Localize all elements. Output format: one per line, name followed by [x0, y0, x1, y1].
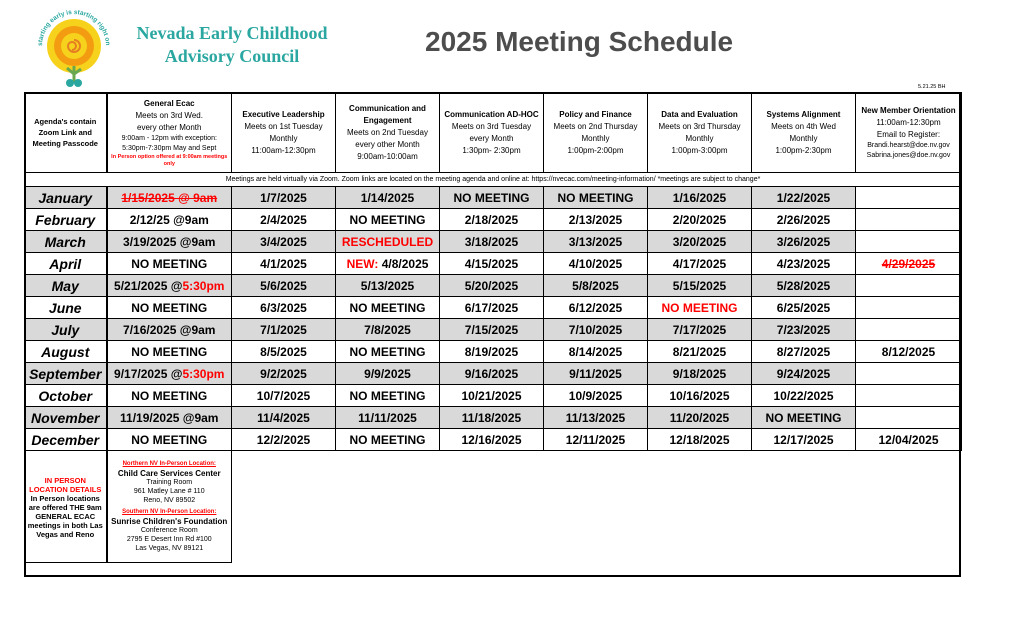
meeting-cell	[107, 363, 232, 385]
cell-text: NO MEETING	[131, 432, 208, 447]
meeting-cell	[440, 297, 544, 319]
col-new-member-orientation	[856, 93, 962, 173]
cell-text: 12/16/2025	[461, 432, 522, 447]
meeting-cell	[752, 407, 856, 429]
cell-text: 2/12/25 @9am	[129, 212, 209, 227]
south-location-addr2: Las Vegas, NV 89121	[135, 545, 204, 552]
cell-text: 9/18/2025	[672, 366, 727, 381]
meeting-cell	[440, 363, 544, 385]
month-row	[25, 363, 962, 385]
cell-text: June	[48, 299, 82, 316]
agenda-note-cell	[25, 93, 107, 173]
cell-text: 1/14/2025	[360, 190, 415, 205]
meeting-cell	[107, 407, 232, 429]
cell-text: 6/3/2025	[260, 300, 307, 315]
meeting-cell	[440, 341, 544, 363]
meeting-cell	[752, 341, 856, 363]
col-title: Executive Leadership	[242, 109, 325, 119]
meeting-cell	[336, 253, 440, 275]
cell-text: February	[35, 211, 96, 228]
cell-text: 11/4/2025	[257, 410, 310, 425]
col-line: 9:00am - 12pm with exception:	[121, 134, 217, 142]
location-empty	[232, 451, 962, 563]
meeting-cell	[544, 341, 648, 363]
cell-text: 5/20/2025	[464, 278, 519, 293]
north-location-title: Northern NV In-Person Location:	[122, 461, 216, 467]
meeting-cell	[856, 209, 962, 231]
meeting-cell	[752, 275, 856, 297]
col-line: Meets on 3rd Wed.	[135, 110, 203, 120]
meeting-cell	[336, 319, 440, 341]
cell-text: 9/9/2025	[364, 366, 411, 381]
col-line: 9:00am-10:00am	[357, 151, 418, 161]
month-row	[25, 187, 962, 209]
month-row	[25, 319, 962, 341]
meeting-cell	[544, 407, 648, 429]
meeting-cell	[648, 429, 752, 451]
cell-text: 3/26/2025	[776, 234, 831, 249]
cell-text: May	[51, 277, 79, 294]
cell-text: 9/24/2025	[776, 366, 831, 381]
cell-text: NO MEETING	[453, 190, 530, 205]
cell-text: NO MEETING	[131, 256, 208, 271]
meeting-cell	[648, 209, 752, 231]
col-title: General Ecac	[143, 98, 195, 108]
col-line: Monthly	[269, 133, 298, 143]
cell-text: 11/20/2025	[669, 410, 730, 425]
meeting-cell	[856, 407, 962, 429]
cell-text: 10/16/2025	[669, 388, 730, 403]
cell-text: 3/20/2025	[672, 234, 727, 249]
meeting-cell	[107, 319, 232, 341]
new-prefix: NEW:	[346, 256, 379, 271]
cell-text: 12/18/2025	[669, 432, 730, 447]
meeting-cell	[440, 275, 544, 297]
cell-text: 9/2/2025	[260, 366, 307, 381]
meeting-cell	[336, 341, 440, 363]
cell-text: NO MEETING	[349, 432, 426, 447]
col-communication-engagement	[336, 93, 440, 173]
cell-text: 12/04/2025	[878, 432, 939, 447]
meeting-cell	[648, 363, 752, 385]
col-line: 11:00am-12:30pm	[251, 145, 316, 155]
meeting-cell	[232, 341, 336, 363]
cell-text: RESCHEDULED	[341, 234, 434, 249]
meeting-cell	[440, 429, 544, 451]
north-location-addr2: Reno, NV 89502	[143, 497, 196, 504]
location-row	[25, 451, 962, 563]
month-row	[25, 231, 962, 253]
meeting-cell	[232, 407, 336, 429]
meeting-cell	[752, 297, 856, 319]
meeting-cell	[232, 319, 336, 341]
cell-text: 7/10/2025	[568, 322, 623, 337]
meeting-cell	[440, 231, 544, 253]
location-details-cell	[107, 451, 232, 563]
cell-text: December	[31, 431, 100, 448]
cell-text: 5/28/2025	[776, 278, 831, 293]
cell-text: 1/7/2025	[260, 190, 307, 205]
cell-text: 6/12/2025	[568, 300, 623, 315]
col-general-ecac	[107, 93, 232, 173]
meeting-cell	[856, 297, 962, 319]
meeting-cell	[440, 209, 544, 231]
meeting-cell	[648, 297, 752, 319]
cell-text: 12/11/2025	[565, 432, 626, 447]
cell-text: January	[38, 189, 93, 206]
meeting-cell	[856, 363, 962, 385]
meeting-cell	[107, 275, 232, 297]
meeting-cell	[544, 275, 648, 297]
location-label-title: IN PERSON LOCATION DETAILS	[29, 475, 102, 494]
meeting-cell	[336, 429, 440, 451]
meeting-cell	[544, 385, 648, 407]
cell-text: 7/16/2025 @9am	[123, 322, 216, 337]
month-row	[25, 297, 962, 319]
location-label-body: In Person locations are offered THE 9am GENERAL ECAC meetings in both Las Vegas and Reno	[27, 493, 103, 539]
meeting-cell	[336, 231, 440, 253]
email-sabrina[interactable]: Sabrina.jones@doe.nv.gov	[866, 151, 951, 159]
meeting-cell	[856, 319, 962, 341]
meeting-cell	[752, 319, 856, 341]
col-line: Meets on 2nd Thursday	[553, 121, 638, 131]
cell-text: October	[38, 387, 93, 404]
cell-text: 7/1/2025	[260, 322, 307, 337]
meeting-cell	[107, 187, 232, 209]
cell-text: March	[44, 233, 86, 250]
cell-text: 3/4/2025	[260, 234, 307, 249]
month-name	[25, 209, 107, 231]
meeting-cell	[544, 253, 648, 275]
col-communication-adhoc	[440, 93, 544, 173]
meeting-cell	[336, 407, 440, 429]
meeting-cell	[232, 385, 336, 407]
month-row	[25, 209, 962, 231]
cell-text: 11/11/2025	[358, 410, 417, 425]
page-title: 2025 Meeting Schedule	[425, 26, 734, 57]
cell-text: 3/13/2025	[568, 234, 623, 249]
col-line: 1:00pm-2:00pm	[567, 145, 624, 155]
cell-text: 5/15/2025	[672, 278, 727, 293]
cell-text: September	[29, 365, 102, 382]
cell-text: 4/15/2025	[464, 256, 519, 271]
south-location-addr1: 2795 E Desert Inn Rd #100	[126, 536, 212, 543]
cell-text: 4/29/2025	[881, 256, 936, 271]
cell-text: 8/14/2025	[568, 344, 623, 359]
col-title: Data and Evaluation	[661, 109, 738, 119]
cell-text: NO MEETING	[349, 212, 426, 227]
meeting-cell	[752, 385, 856, 407]
month-row	[25, 253, 962, 275]
meeting-cell	[752, 187, 856, 209]
cell-text: 7/15/2025	[464, 322, 519, 337]
month-name	[25, 297, 107, 319]
month-row	[25, 275, 962, 297]
meeting-cell	[544, 363, 648, 385]
meeting-cell	[232, 253, 336, 275]
cell-text: 12/17/2025	[773, 432, 834, 447]
cell-text: 8/27/2025	[776, 344, 831, 359]
cell-text: August	[41, 343, 90, 360]
meeting-cell	[544, 429, 648, 451]
month-name	[25, 275, 107, 297]
org-name-line1: Nevada Early Childhood	[136, 23, 328, 43]
col-title: Policy and Finance	[559, 109, 632, 119]
col-line: Meets on 1st Tuesday	[244, 121, 323, 131]
header-row	[25, 93, 962, 173]
col-line: 1:00pm-2:30pm	[775, 145, 832, 155]
col-line: Meets on 4th Wed	[771, 121, 836, 131]
meeting-cell	[107, 231, 232, 253]
meeting-cell	[648, 187, 752, 209]
month-row	[25, 385, 962, 407]
cell-text: 4/10/2025	[568, 256, 623, 271]
cell-text: 5/8/2025	[572, 278, 619, 293]
cell-text: 12/2/2025	[256, 432, 311, 447]
month-name	[25, 319, 107, 341]
meeting-cell	[336, 209, 440, 231]
meeting-cell	[440, 385, 544, 407]
email-brandi[interactable]: Brandi.hearst@doe.nv.gov	[867, 141, 950, 149]
col-line: every Month	[469, 133, 514, 143]
col-line: Meets on 3rd Thursday	[658, 121, 741, 131]
meeting-cell	[440, 407, 544, 429]
notice-row	[25, 173, 962, 187]
meeting-cell	[232, 187, 336, 209]
north-location-room: Training Room	[146, 479, 193, 486]
meeting-cell	[544, 319, 648, 341]
meeting-cell	[232, 275, 336, 297]
col-title: Communication and Engagement	[349, 103, 426, 125]
meeting-cell	[440, 319, 544, 341]
meeting-cell	[232, 209, 336, 231]
org-name	[123, 22, 341, 68]
cell-text: 9/11/2025	[569, 366, 622, 381]
schedule-body	[25, 187, 962, 451]
cell-text: 2/13/2025	[568, 212, 623, 227]
location-label-cell	[25, 451, 107, 563]
cell-text: 2/18/2025	[464, 212, 519, 227]
cell-text: NO MEETING	[557, 190, 634, 205]
cell-text: 7/8/2025	[364, 322, 411, 337]
meeting-cell	[752, 231, 856, 253]
meeting-cell	[856, 187, 962, 209]
cell-text: 5/13/2025	[360, 278, 415, 293]
cell-text: 11/19/2025 @9am	[120, 410, 219, 425]
col-data-evaluation	[648, 93, 752, 173]
month-name	[25, 231, 107, 253]
meeting-cell	[752, 253, 856, 275]
col-line: Monthly	[581, 133, 610, 143]
meeting-cell	[336, 187, 440, 209]
meeting-cell	[232, 429, 336, 451]
south-location-name: Sunrise Children's Foundation	[111, 517, 228, 526]
col-line: 1:00pm-3:00pm	[671, 145, 728, 155]
meeting-cell	[648, 385, 752, 407]
cell-text: 8/5/2025	[260, 344, 307, 359]
meeting-cell	[336, 275, 440, 297]
col-line: Monthly	[789, 133, 818, 143]
agenda-note: Agenda's contain Zoom Link and Meeting Passcode	[32, 117, 98, 148]
cell-text: November	[31, 409, 100, 426]
meeting-cell	[648, 275, 752, 297]
south-location-title: Southern NV In-Person Location:	[122, 509, 217, 515]
meeting-cell	[107, 385, 232, 407]
north-location-name: Child Care Services Center	[117, 469, 221, 478]
cell-text: 10/7/2025	[256, 388, 311, 403]
meeting-cell	[752, 363, 856, 385]
month-name	[25, 253, 107, 275]
schedule-table	[24, 92, 962, 563]
col-line: every other Month	[137, 122, 202, 132]
month-row	[25, 429, 962, 451]
north-location-addr1: 961 Matley Lane # 110	[133, 488, 205, 495]
meeting-cell	[856, 231, 962, 253]
evening-time: 5:30pm	[182, 366, 225, 381]
south-location-room: Conference Room	[140, 527, 198, 534]
col-line: every other Month	[355, 139, 420, 149]
cell-text: 3/18/2025	[464, 234, 519, 249]
cell-text: NO MEETING	[131, 344, 208, 359]
cell-text: 9/17/2025 @	[114, 366, 183, 381]
notice-text: Meetings are held virtually via Zoom. Zoom links are located on the meeting agenda and online at: https://nvecac.com/meeting-information/ *meetings are subject to change*	[25, 173, 962, 187]
meeting-cell	[648, 253, 752, 275]
cell-text: 3/19/2025 @9am	[123, 234, 216, 249]
meeting-cell	[107, 209, 232, 231]
meeting-cell	[440, 253, 544, 275]
meeting-cell	[336, 363, 440, 385]
col-line: Meets on 2nd Tuesday	[347, 127, 428, 137]
meeting-cell	[856, 341, 962, 363]
col-line: Meets on 3rd Tuesday	[451, 121, 532, 131]
cell-text: 10/9/2025	[568, 388, 623, 403]
cell-text: 7/23/2025	[776, 322, 831, 337]
cell-text: NO MEETING	[131, 388, 208, 403]
month-name	[25, 363, 107, 385]
cell-text: 9/16/2025	[464, 366, 519, 381]
cell-text: NO MEETING	[349, 344, 426, 359]
council-logo	[34, 8, 114, 88]
cell-text: NO MEETING	[661, 300, 738, 315]
cell-text: 4/8/2025	[381, 256, 429, 271]
month-row	[25, 407, 962, 429]
meeting-cell	[856, 429, 962, 451]
col-line: 5:30pm-7:30pm May and Sept	[122, 144, 217, 152]
cell-text: 10/22/2025	[773, 388, 834, 403]
meeting-cell	[232, 231, 336, 253]
col-title: Systems Alignment	[766, 109, 841, 119]
month-row	[25, 341, 962, 363]
col-line: Email to Register:	[876, 129, 941, 139]
meeting-cell	[440, 187, 544, 209]
cell-text: 4/17/2025	[672, 256, 727, 271]
cell-text: April	[49, 255, 82, 272]
cell-text: NO MEETING	[349, 300, 426, 315]
cell-text: 11/18/2025	[461, 410, 522, 425]
cell-text: 11/13/2025	[565, 410, 626, 425]
meeting-cell	[544, 231, 648, 253]
meeting-cell	[107, 253, 232, 275]
evening-time: 5:30pm	[182, 278, 225, 293]
meeting-cell	[107, 297, 232, 319]
cell-text: 1/16/2025	[672, 190, 727, 205]
cell-text: 4/1/2025	[260, 256, 307, 271]
cell-text: NO MEETING	[131, 300, 208, 315]
meeting-cell	[648, 341, 752, 363]
meeting-cell	[856, 385, 962, 407]
cell-text: NO MEETING	[765, 410, 842, 425]
cell-text: 1/22/2025	[776, 190, 831, 205]
col-systems-alignment	[752, 93, 856, 173]
meeting-cell	[648, 407, 752, 429]
cell-text: NO MEETING	[349, 388, 426, 403]
col-policy-finance	[544, 93, 648, 173]
col-line: Monthly	[685, 133, 714, 143]
meeting-cell	[107, 429, 232, 451]
cell-text: 8/19/2025	[464, 344, 519, 359]
cell-text: 2/4/2025	[260, 212, 307, 227]
month-name	[25, 407, 107, 429]
meeting-cell	[752, 429, 856, 451]
meeting-cell	[544, 187, 648, 209]
month-name	[25, 429, 107, 451]
cell-text: 6/25/2025	[776, 300, 831, 315]
cell-text: 10/21/2025	[461, 388, 522, 403]
col-line: 11:00am-12:30pm	[876, 117, 941, 127]
col-line: 1:30pm- 2:30pm	[462, 145, 521, 155]
meeting-cell	[107, 341, 232, 363]
cell-text: 5/21/2025 @	[114, 278, 183, 293]
col-title: New Member Orientation	[861, 105, 956, 115]
cell-text: July	[51, 321, 80, 338]
meeting-cell	[648, 231, 752, 253]
cell-text: 6/17/2025	[464, 300, 519, 315]
cell-text: 1/15/2025 @ 9am	[121, 190, 218, 205]
meeting-cell	[752, 209, 856, 231]
revision-label: 5.21.25 BH	[918, 84, 946, 90]
cell-text: 4/23/2025	[776, 256, 831, 271]
meeting-cell	[544, 209, 648, 231]
in-person-note: In Person option offered at 9:00am meetings only	[111, 153, 228, 167]
month-name	[25, 187, 107, 209]
meeting-cell	[336, 297, 440, 319]
meeting-cell	[232, 297, 336, 319]
col-title: Communication AD-HOC	[444, 109, 539, 119]
meeting-cell	[856, 253, 962, 275]
cell-text: 8/12/2025	[881, 344, 936, 359]
cell-text: 2/20/2025	[672, 212, 727, 227]
logo-arc-text: starting early is starting right on	[36, 8, 112, 47]
meeting-cell	[648, 319, 752, 341]
cell-text: 7/17/2025	[672, 322, 727, 337]
meeting-cell	[544, 297, 648, 319]
meeting-cell	[232, 363, 336, 385]
col-executive-leadership	[232, 93, 336, 173]
month-name	[25, 341, 107, 363]
cell-text: 8/21/2025	[672, 344, 727, 359]
month-name	[25, 385, 107, 407]
meeting-cell	[336, 385, 440, 407]
cell-text: 2/26/2025	[776, 212, 831, 227]
meeting-cell	[856, 275, 962, 297]
org-name-line2: Advisory Council	[164, 46, 300, 66]
cell-text: 5/6/2025	[260, 278, 307, 293]
